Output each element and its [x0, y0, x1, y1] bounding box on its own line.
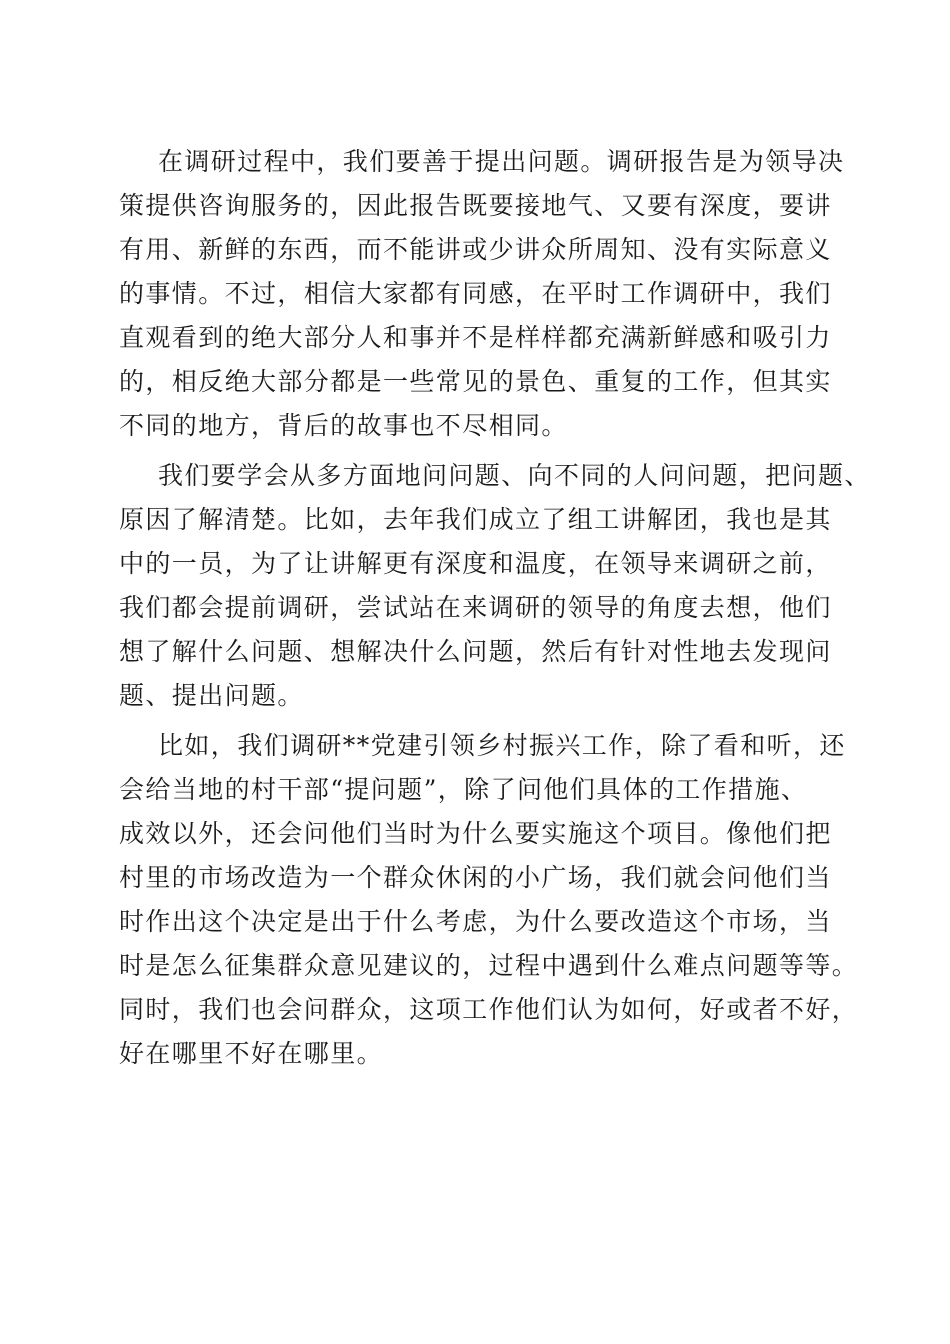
text-line: 原因了解清楚。比如，去年我们成立了组工讲解团，我也是其: [119, 505, 832, 534]
text-line: 同时，我们也会问群众，这项工作他们认为如何，好或者不好，: [119, 995, 859, 1024]
text-line: 我们要学会从多方面地问问题、向不同的人问问题，把问题、: [158, 461, 871, 490]
text-line: 比如，我们调研**党建引领乡村振兴工作，除了看和听，还: [158, 731, 846, 760]
text-line: 成效以外，还会问他们当时为什么要实施这个项目。像他们把: [119, 819, 832, 848]
text-line: 我们都会提前调研，尝试站在来调研的领导的角度去想，他们: [119, 593, 832, 622]
text-line: 在调研过程中，我们要善于提出问题。调研报告是为领导决: [158, 147, 845, 176]
text-line: 策提供咨询服务的，因此报告既要接地气、又要有深度，要讲: [119, 191, 832, 220]
text-line: 想了解什么问题、想解决什么问题，然后有针对性地去发现问: [119, 637, 832, 666]
text-line: 的，相反绝大部分都是一些常见的景色、重复的工作，但其实: [119, 367, 832, 396]
text-line: 直观看到的绝大部分人和事并不是样样都充满新鲜感和吸引力: [119, 323, 832, 352]
text-line: 中的一员，为了让讲解更有深度和温度，在领导来调研之前，: [119, 549, 832, 578]
text-line: 有用、新鲜的东西，而不能讲或少讲众所周知、没有实际意义: [119, 235, 832, 264]
text-line: 的事情。不过，相信大家都有同感，在平时工作调研中，我们: [119, 279, 832, 308]
text-line: 时作出这个决定是出于什么考虑，为什么要改造这个市场，当: [119, 907, 832, 936]
text-line: 题、提出问题。: [119, 681, 304, 710]
text-line: 不同的地方，背后的故事也不尽相同。: [119, 411, 568, 440]
text-line: 会给当地的村干部“提问题”，除了问他们具体的工作措施、: [119, 775, 808, 804]
text-line: 好在哪里不好在哪里。: [119, 1039, 384, 1068]
text-line: 时是怎么征集群众意见建议的，过程中遇到什么难点问题等等。: [119, 951, 859, 980]
text-line: 村里的市场改造为一个群众休闲的小广场，我们就会问他们当: [119, 863, 832, 892]
